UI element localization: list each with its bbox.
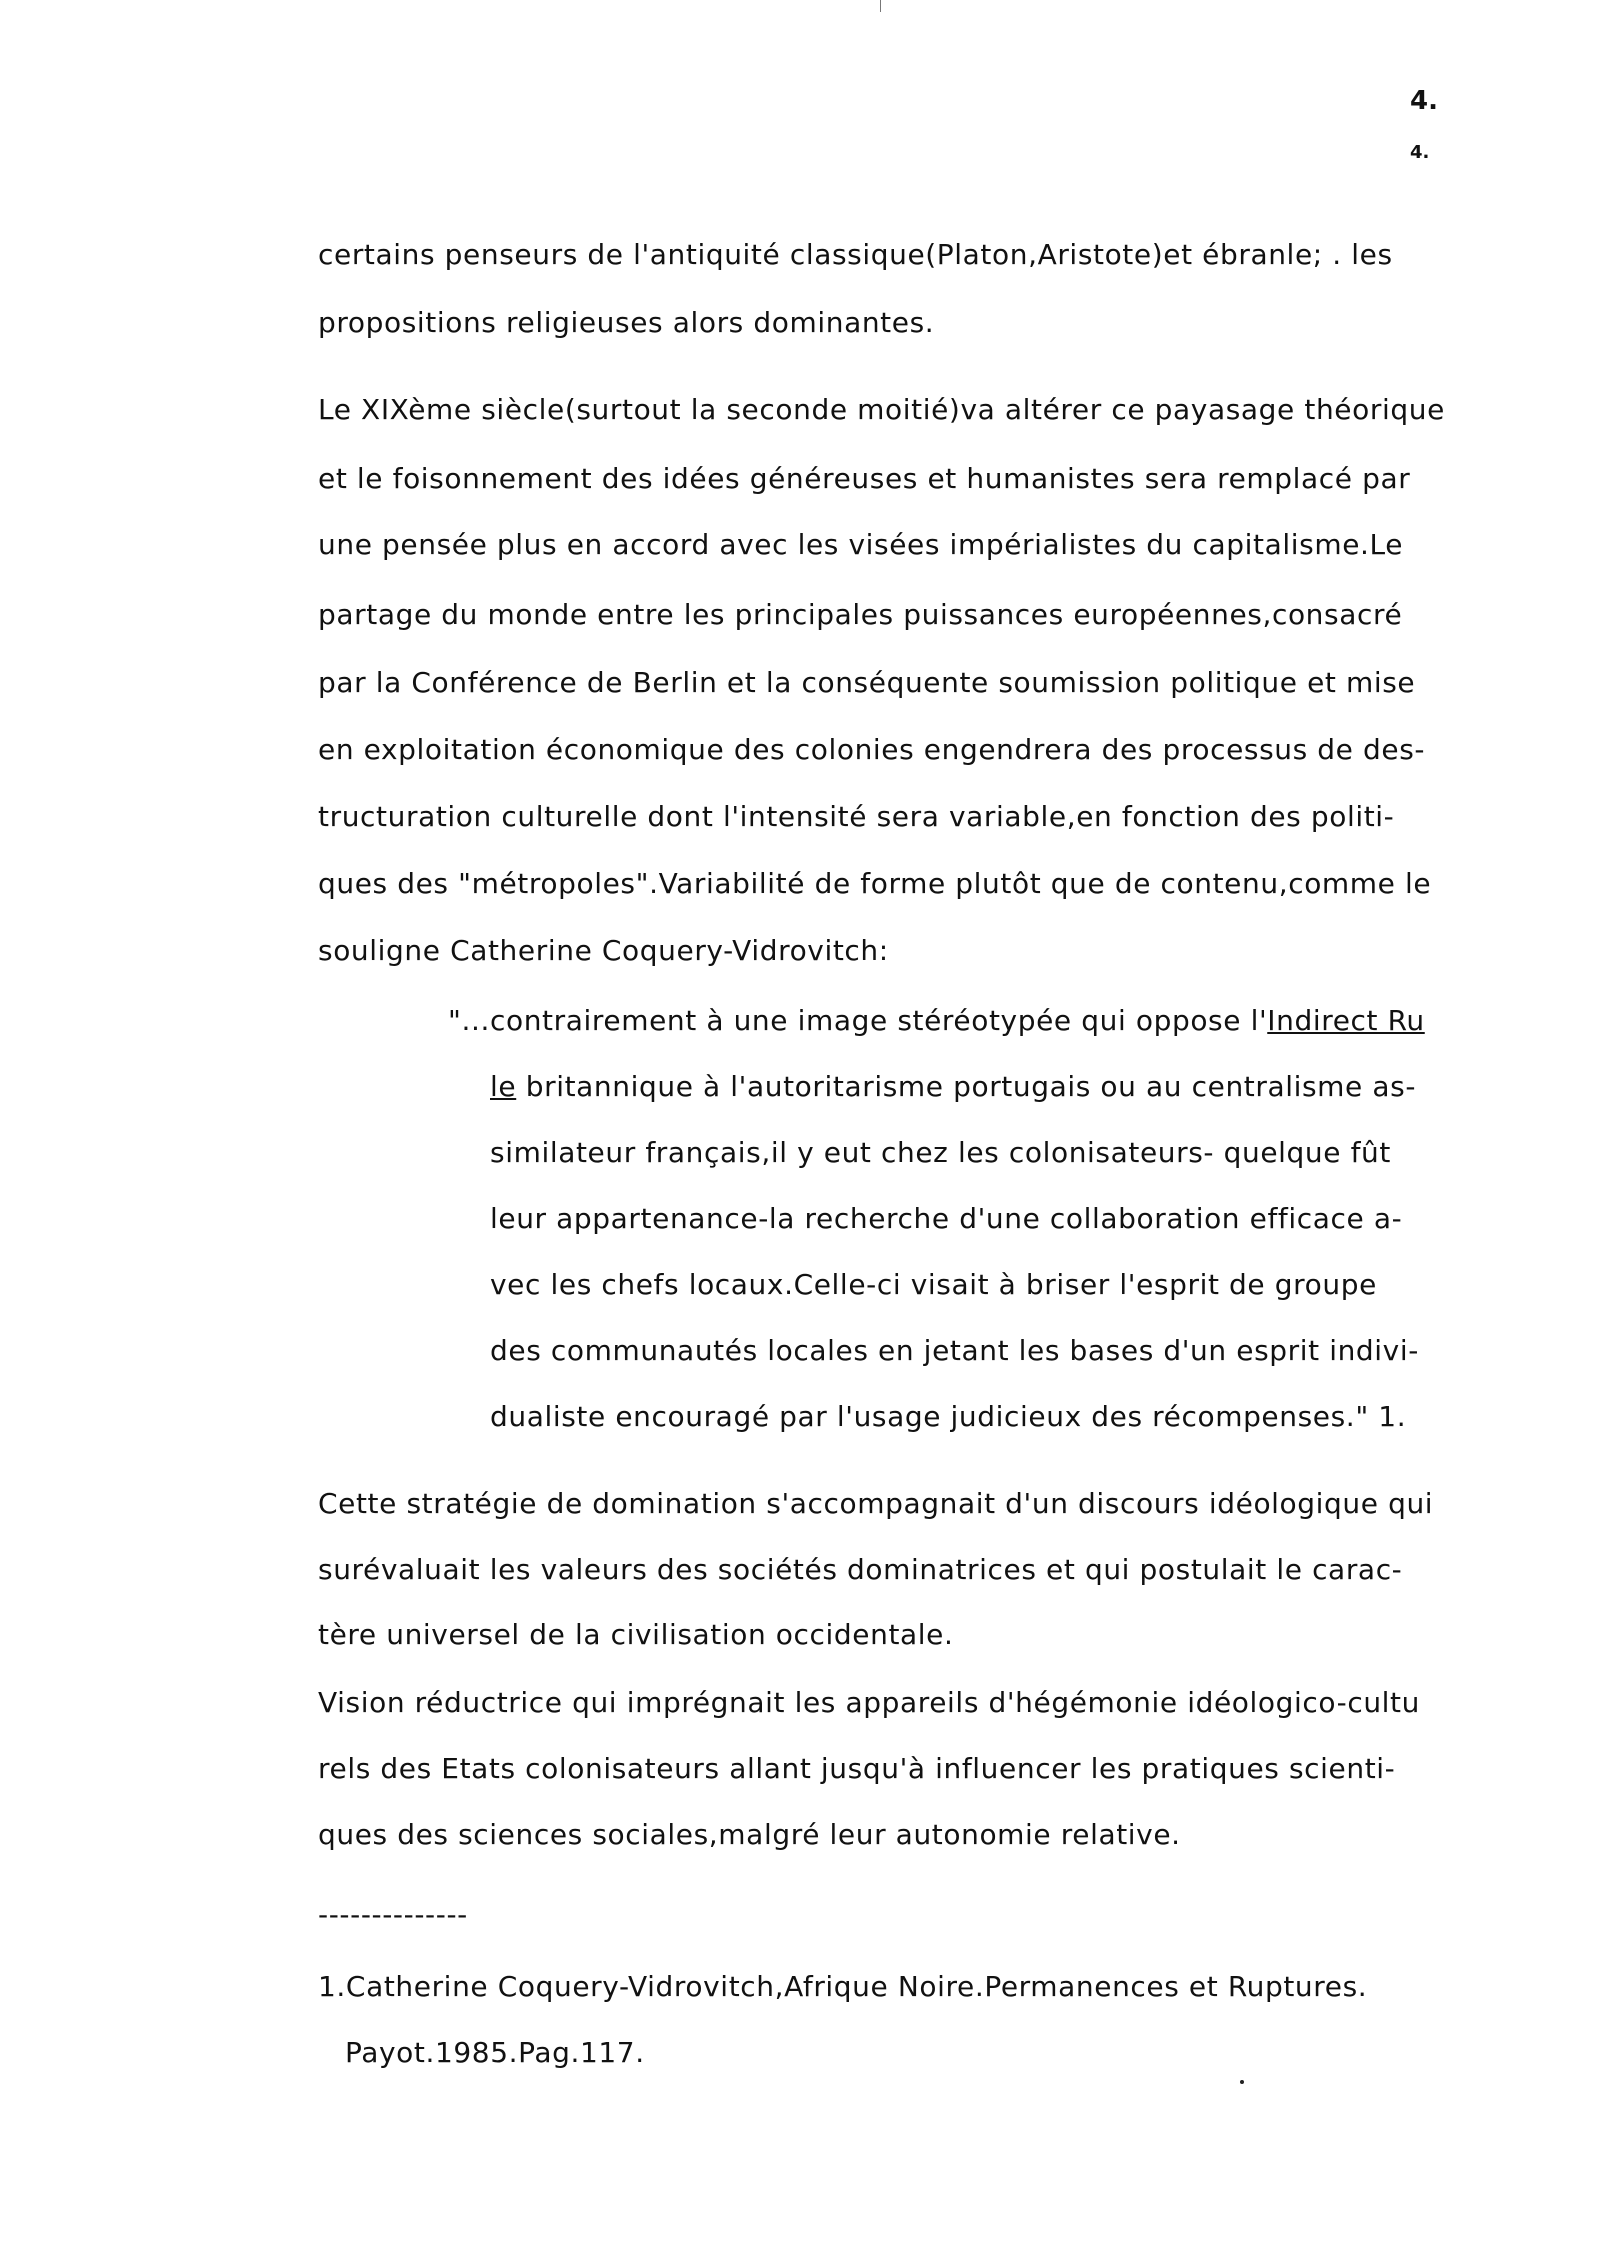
quote-line: similateur français,il y eut chez les colonisateurs- quelque fût xyxy=(490,1136,1391,1169)
body-line: Vision réductrice qui imprégnait les appareils d'hégémonie idéologico-cultu xyxy=(318,1686,1420,1719)
body-line: propositions religieuses alors dominantes. xyxy=(318,306,935,339)
quote-term: Indirect Ru xyxy=(1267,1004,1425,1037)
body-line: Le XIXème siècle(surtout la seconde moitié)va altérer ce payasage théorique xyxy=(318,393,1445,426)
body-line: une pensée plus en accord avec les visées impérialistes du capitalisme.Le xyxy=(318,528,1404,561)
quote-line xyxy=(448,1004,1425,1038)
page-number: 4. xyxy=(1410,86,1438,116)
quote-line xyxy=(490,1070,1416,1104)
scan-speck xyxy=(1240,2080,1244,2084)
body-line: surévaluait les valeurs des sociétés dominatrices et qui postulait le carac- xyxy=(318,1553,1403,1586)
body-line: en exploitation économique des colonies engendrera des processus de des- xyxy=(318,733,1426,766)
quote-text: britannique à l'autoritarisme portugais ou au centralisme as- xyxy=(516,1070,1417,1103)
quote-line: des communautés locales en jetant les bases d'un esprit indivi- xyxy=(490,1334,1419,1367)
body-line: Cette stratégie de domination s'accompagnait d'un discours idéologique qui xyxy=(318,1487,1434,1520)
body-line: partage du monde entre les principales puissances européennes,consacré xyxy=(318,598,1403,631)
quote-line: vec les chefs locaux.Celle-ci visait à briser l'esprit de groupe xyxy=(490,1268,1377,1301)
body-line: tructuration culturelle dont l'intensité sera variable,en fonction des politi- xyxy=(318,800,1395,833)
body-line: par la Conférence de Berlin et la conséquente soumission politique et mise xyxy=(318,666,1416,699)
footnote-separator: -------------- xyxy=(318,1898,468,1931)
body-line: certains penseurs de l'antiquité classique(Platon,Aristote)et ébranle; . les xyxy=(318,238,1393,271)
page-number-echo: 4. xyxy=(1410,142,1430,163)
quote-line: dualiste encouragé par l'usage judicieux des récompenses." 1. xyxy=(490,1400,1407,1433)
body-line: ques des sciences sociales,malgré leur autonomie relative. xyxy=(318,1818,1181,1851)
body-line: et le foisonnement des idées généreuses et humanistes sera remplacé par xyxy=(318,462,1411,495)
body-line: souligne Catherine Coquery-Vidrovitch: xyxy=(318,934,889,967)
quote-line: leur appartenance-la recherche d'une collaboration efficace a- xyxy=(490,1202,1403,1235)
body-line: ques des "métropoles".Variabilité de forme plutôt que de contenu,comme le xyxy=(318,867,1432,900)
quote-text: "...contrairement à une image stéréotypée qui oppose l' xyxy=(448,1004,1268,1037)
quote-term: le xyxy=(490,1070,517,1103)
scan-mark xyxy=(880,0,881,12)
footnote-line: 1.Catherine Coquery-Vidrovitch,Afrique Noire.Permanences et Ruptures. xyxy=(318,1970,1368,2003)
body-line: tère universel de la civilisation occidentale. xyxy=(318,1618,954,1651)
body-line: rels des Etats colonisateurs allant jusqu'à influencer les pratiques scienti- xyxy=(318,1752,1396,1785)
footnote-line: Payot.1985.Pag.117. xyxy=(345,2036,645,2069)
